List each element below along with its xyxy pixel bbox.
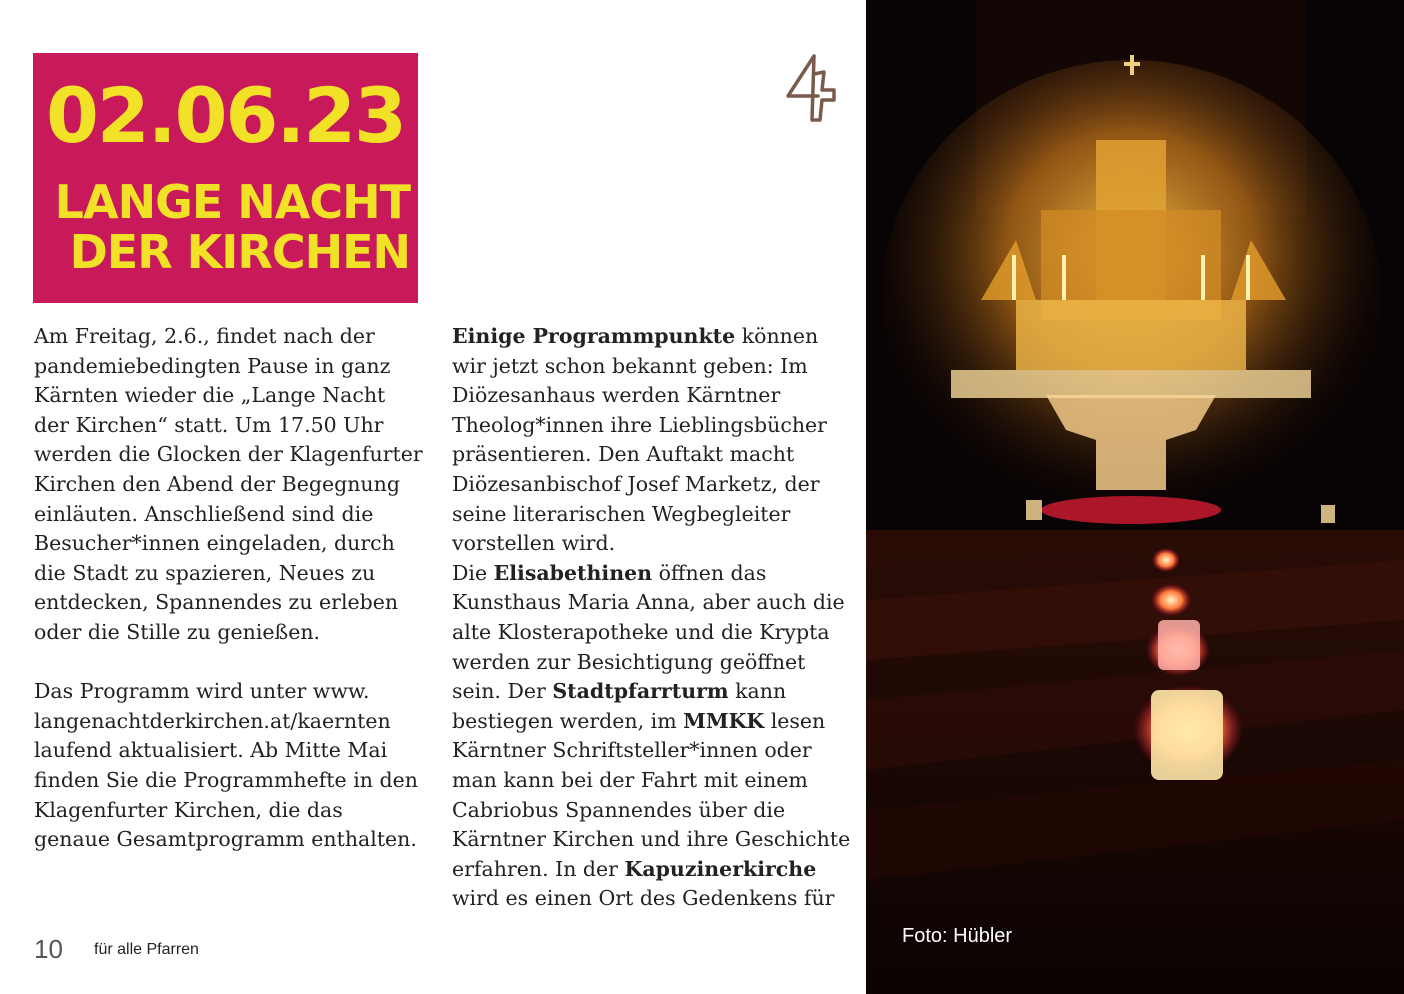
altar-candles-image — [866, 0, 1404, 994]
page-number: 10 — [34, 934, 63, 964]
headline-banner — [33, 53, 418, 303]
four-logo-icon — [784, 52, 840, 124]
footer-section: für alle Pfarren — [94, 941, 199, 958]
venues-paragraph: Die Elisabethinen öffnen das Kunsthaus Maria Anna, aber auch die alte Klosterapotheke und die Krypta werden zur Besichtigung geöffnet sein. Der Stadtpfarrturm kann bestiegen werden, im MMKK lesen Kärntner Schriftsteller*innen oder man kann bei der Fahrt mit einem Cabriobus Spannendes über die Kärntner Kirchen und ihre Geschichte erfahren. In der Kapuzinerkirche wird es einen Ort des Gedenkens für — [452, 560, 851, 911]
article-column-left — [34, 322, 424, 855]
church-altar-photo — [866, 0, 1404, 994]
event-title-line1: LANGE NACHT — [54, 175, 410, 229]
highlights-paragraph: Einige Programmpunkte können wir jetzt schon bekannt geben: Im Diözesanhaus werden Kärntner Theolog*innen ihre Lieblingsbücher präsentieren. Den Auftakt macht Diözesanbischof Josef Marketz, der seine literarischen Wegbegleiter vorstellen wird. — [452, 324, 827, 556]
photo-credit: Foto: Hübler — [902, 925, 1013, 947]
article-column-right — [452, 322, 852, 914]
program-paragraph: Das Programm wird unter www. langenachtderkirchen.at/kaernten laufend aktualisiert. Ab Mitte Mai finden Sie die Programmhefte in den Klagenfurter Kirchen, die das genaue Gesamtprogramm enthalten. — [34, 679, 418, 852]
event-date: 02.06.23 — [45, 71, 406, 160]
event-title-line2: DER KIRCHEN — [69, 225, 410, 279]
intro-paragraph: Am Freitag, 2.6., findet nach der pandemiebedingten Pause in ganz Kärnten wieder die „Lange Nacht der Kirchen“ statt. Um 17.50 Uhr werden die Glocken der Klagenfurter Kirchen den Abend der Begegnung einläuten. Anschließend sind die Besucher*innen eingeladen, durch die Stadt zu spazieren, Neues zu entdecken, Spannendes zu erleben oder die Stille zu genießen. — [34, 324, 423, 644]
event-title — [33, 177, 410, 277]
